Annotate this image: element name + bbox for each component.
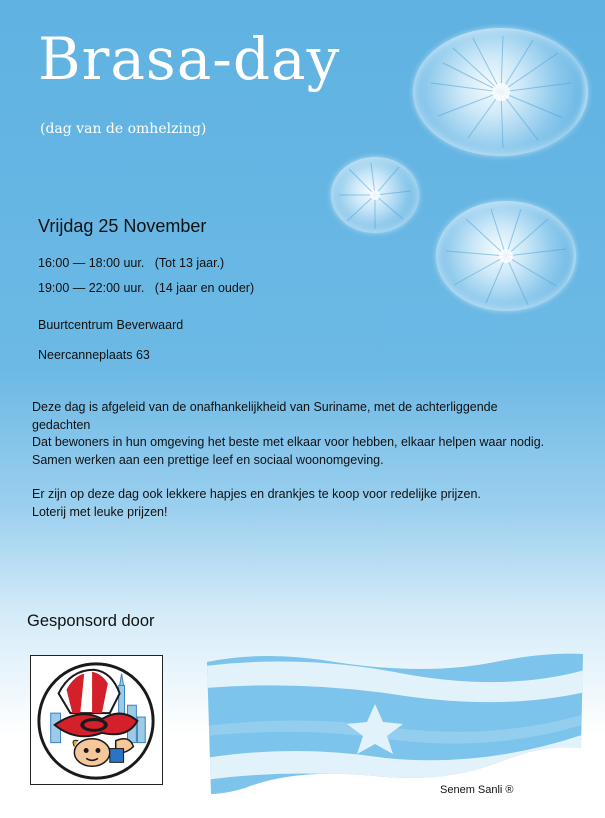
sponsor-label: Gesponsord door <box>27 612 155 630</box>
dandelion-icon <box>331 157 419 233</box>
copyright-text: Senem Sanli ® <box>440 784 514 796</box>
bubble-large <box>413 28 588 156</box>
bubble-medium <box>436 201 576 311</box>
event-time-adults: 19:00 — 22:00 uur. (14 jaar en ouder) <box>38 281 255 295</box>
page-title: Brasa-day <box>38 25 341 93</box>
dandelion-icon <box>413 28 588 156</box>
event-date: Vrijdag 25 November <box>38 216 207 236</box>
page-subtitle: (dag van de omhelzing) <box>40 121 207 137</box>
description-line: Loterij met leuke prijzen! <box>32 504 168 519</box>
sponsor-flag <box>205 648 585 796</box>
event-venue: Buurtcentrum Beverwaard <box>38 318 184 332</box>
wavy-star-flag-icon <box>205 648 585 796</box>
description-block <box>32 399 552 521</box>
sponsor-logo <box>30 655 163 785</box>
description-line: Samen werken aan een prettige leef en sociaal woonomgeving. <box>32 452 384 467</box>
paragraph-gap <box>32 469 552 486</box>
description-line: Dat bewoners in hun omgeving het beste met elkaar voor hebben, elkaar helpen waar nodig. <box>32 435 545 449</box>
bubble-small <box>331 157 419 233</box>
event-time-kids: 16:00 — 18:00 uur. (Tot 13 jaar.) <box>38 256 225 270</box>
description-line: Er zijn op deze dag ook lekkere hapjes en drankjes te koop voor redelijke prijzen. <box>32 487 481 501</box>
dandelion-icon <box>436 201 576 311</box>
description-line: Deze dag is afgeleid van de onafhankelijkheid van Suriname, met de achterliggende gedachten <box>32 400 498 432</box>
jester-mascot-logo-icon <box>31 656 162 784</box>
event-address: Neercanneplaats 63 <box>38 348 150 362</box>
